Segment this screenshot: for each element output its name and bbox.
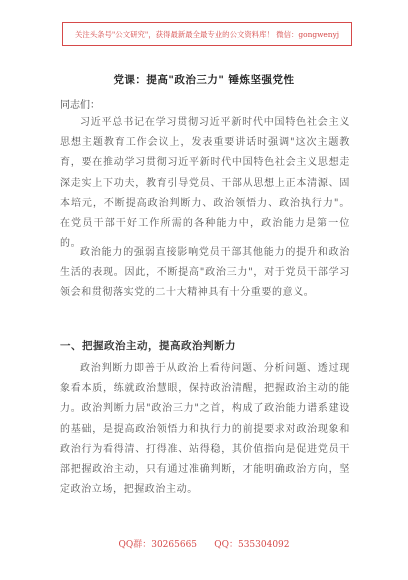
document-title: 党课：提高"政治三力" 锤炼坚强党性 xyxy=(113,74,295,86)
header-banner xyxy=(62,22,352,46)
section-heading: 一、把握政治主动，提高政治判断力 xyxy=(60,340,236,352)
paragraph-2: 政治能力的强弱直接影响党员干部其他能力的提升和政治生活的表现。因此，不断提高"政治三力"，对于党员干部学习领会和贯彻落实党的二十大精神具有十分重要的意义。 xyxy=(60,247,350,299)
paragraph-1: 习近平总书记在学习贯彻习近平新时代中国特色社会主义思想主题教育工作会议上，发表重要讲话时强调"这次主题教育，要在推动学习贯彻习近平新时代中国特色社会主义思想走深走实上下功夫，教育引导党员、干部从思想上正本清源、固本培元，不断提高政治判断力、政治领悟力、政治执行力"。在党员干部干好工作所需的各种能力中，政治能力是第一位的。 xyxy=(60,117,350,250)
salutation: 同志们： xyxy=(60,100,100,111)
footer-qq-group: QQ群：30265665 xyxy=(118,540,198,550)
footer-contact xyxy=(0,537,408,550)
header-banner-text: 关注头条号"公文研究"，获得最新最全最专业的公文资料库！ 微信：gongwenyj xyxy=(74,29,340,39)
paragraph-3: 政治判断力即善于从政治上看待问题、分析问题、透过现象看本质，练就政治慧眼，保持政治清醒，把握政治主动的能力。政治判断力居"政治三力"之首，构成了政治能力谱系建设的基础，是提高政治领悟力和执行力的前提要求对政治现象和政治行为看得清、打得准、站得稳，其价值指向是促进党员干部把握政治主动，只有通过准确判断，才能明确政治方向，坚定政治立场，把握政治主动。 xyxy=(60,363,350,496)
footer-qq: QQ：535304092 xyxy=(214,540,290,550)
